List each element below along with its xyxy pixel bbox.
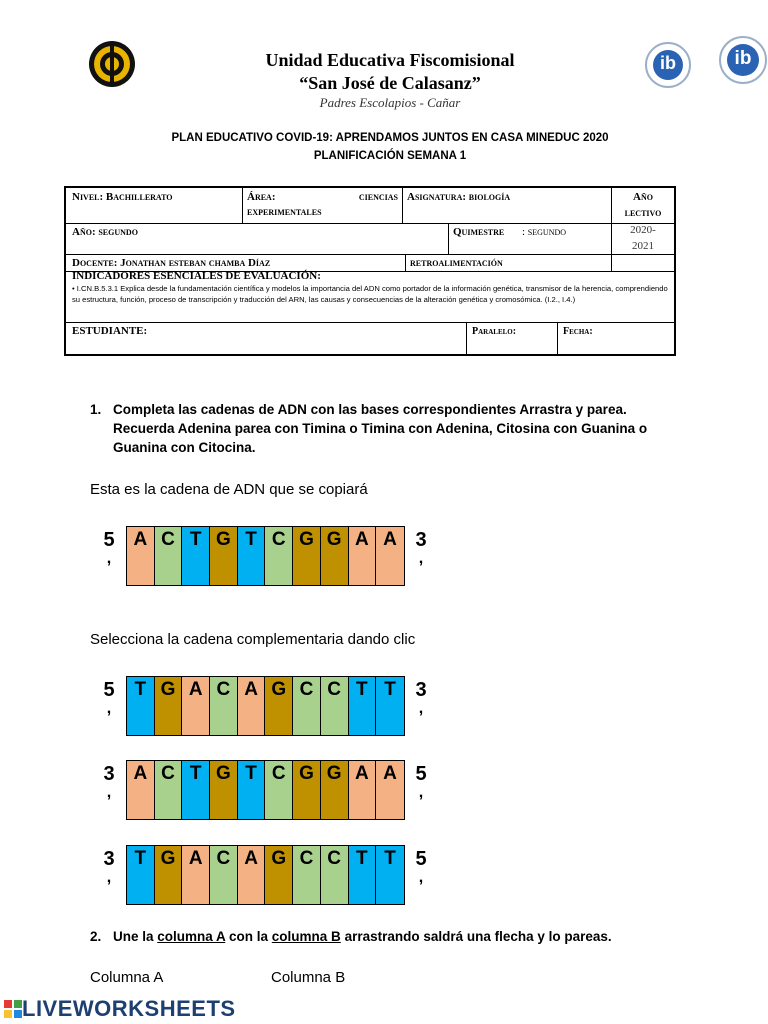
base-cell-a: A xyxy=(376,761,404,819)
anio-lectivo-value-2: 2021 xyxy=(632,240,654,252)
right-end-label: 5 , xyxy=(415,848,427,886)
base-cell-a: A xyxy=(182,846,210,904)
column-a-ref: columna A xyxy=(157,929,226,944)
base-cell-c: C xyxy=(210,677,238,735)
ib-logo-text: ib xyxy=(734,48,752,69)
indicadores-title: INDICADORES ESENCIALES DE EVALUACIÓN: xyxy=(72,270,321,282)
column-b-label: Columna B xyxy=(271,969,346,986)
base-cell-a: A xyxy=(127,761,155,819)
base-cell-g: G xyxy=(210,527,238,585)
base-row xyxy=(126,845,405,905)
left-end-label: 5 , xyxy=(103,529,115,567)
quimestre-label: Quimestre xyxy=(453,226,505,238)
anio-lectivo-value: 2020- xyxy=(630,224,656,236)
base-cell-c: C xyxy=(155,761,183,819)
base-cell-c: C xyxy=(293,846,321,904)
area-value: ciencias xyxy=(358,191,398,203)
base-cell-a: A xyxy=(349,761,377,819)
question-1-text: Completa las cadenas de ADN con las bases correspondientes Arrastra y parea. Recuerda Adenina parea con Timina o Timina con Adenina, Citosina con Guanina o Guanina con Citocina. xyxy=(113,402,648,455)
school-subtitle: “San José de Calasanz” xyxy=(299,73,481,93)
liveworksheets-brand-text: LIVEWORKSHEETS xyxy=(22,996,236,1021)
base-cell-a: A xyxy=(127,527,155,585)
liveworksheets-icon xyxy=(4,1000,22,1018)
base-cell-g: G xyxy=(155,677,183,735)
base-cell-g: G xyxy=(321,761,349,819)
question-2-text: Une la columna A con la columna B arrastrando saldrá una flecha y lo pareas. xyxy=(113,929,612,944)
right-end-label: 3 , xyxy=(415,529,427,567)
base-cell-c: C xyxy=(293,677,321,735)
base-cell-t: T xyxy=(376,677,404,735)
anio-field: Año: segundo xyxy=(72,226,138,238)
info-table xyxy=(64,186,676,356)
base-cell-t: T xyxy=(349,846,377,904)
base-row xyxy=(126,760,405,820)
estudiante-field[interactable]: ESTUDIANTE: xyxy=(72,325,148,337)
anio-lectivo-label-2: lectivo xyxy=(624,207,662,219)
area-label: Área: xyxy=(247,191,276,203)
column-a-label: Columna A xyxy=(90,969,164,986)
dna-option-strand-2[interactable] xyxy=(100,760,440,820)
base-cell-t: T xyxy=(182,761,210,819)
base-cell-c: C xyxy=(321,677,349,735)
template-strand-label: Esta es la cadena de ADN que se copiará xyxy=(90,481,368,498)
left-end-label: 5 , xyxy=(103,679,115,717)
quimestre-value: : segundo xyxy=(522,226,567,238)
week-title: PLANIFICACIÓN SEMANA 1 xyxy=(313,150,467,162)
base-cell-a: A xyxy=(182,677,210,735)
select-strand-label: Selecciona la cadena complementaria dando clic xyxy=(90,631,416,648)
base-cell-g: G xyxy=(321,527,349,585)
base-cell-a: A xyxy=(349,527,377,585)
base-row xyxy=(126,526,405,586)
dna-template-strand xyxy=(100,526,440,586)
question-1-number: 1. xyxy=(90,402,102,417)
left-end-label: 3 , xyxy=(103,848,115,886)
school-name: Unidad Educativa Fiscomisional xyxy=(265,50,515,70)
nivel-label: Nivel: Bachillerato xyxy=(72,191,173,203)
base-cell-t: T xyxy=(238,527,266,585)
retroalimentacion-label: retroalimentación xyxy=(410,257,503,269)
fecha-field[interactable]: Fecha: xyxy=(563,326,593,337)
base-cell-g: G xyxy=(155,846,183,904)
base-cell-t: T xyxy=(349,677,377,735)
base-cell-t: T xyxy=(238,761,266,819)
area-value-2: experimentales xyxy=(247,206,322,218)
base-cell-g: G xyxy=(293,761,321,819)
base-cell-g: G xyxy=(293,527,321,585)
base-cell-g: G xyxy=(265,677,293,735)
base-cell-t: T xyxy=(376,846,404,904)
base-cell-g: G xyxy=(265,846,293,904)
school-motto: Padres Escolapios - Cañar xyxy=(319,95,461,110)
base-cell-t: T xyxy=(127,677,155,735)
question-2-number: 2. xyxy=(90,929,102,944)
plan-title: PLAN EDUCATIVO COVID-19: APRENDAMOS JUNTOS EN CASA MINEDUC 2020 xyxy=(171,132,609,144)
base-cell-c: C xyxy=(265,527,293,585)
liveworksheets-logo xyxy=(4,996,236,1022)
base-cell-c: C xyxy=(265,761,293,819)
paralelo-field[interactable]: Paralelo: xyxy=(472,326,517,337)
column-b-ref: columna B xyxy=(271,929,341,944)
base-cell-c: C xyxy=(155,527,183,585)
anio-lectivo-label: Año xyxy=(633,191,653,203)
dna-option-strand-1[interactable] xyxy=(100,676,440,736)
base-cell-c: C xyxy=(321,846,349,904)
ib-logo-text: ib xyxy=(660,53,676,73)
right-end-label: 3 , xyxy=(415,679,427,717)
base-cell-t: T xyxy=(127,846,155,904)
base-cell-a: A xyxy=(238,677,266,735)
ib-logo-icon xyxy=(645,42,691,88)
base-cell-g: G xyxy=(210,761,238,819)
right-end-label: 5 , xyxy=(415,763,427,801)
school-crest-logo xyxy=(88,40,136,88)
asignatura-label: Asignatura: biología xyxy=(407,191,511,203)
indicadores-text: • I.CN.B.5.3.1 Explica desde la fundamentación científica y modelos la importancia del ADN como portador de la información genética, transmisor de la herencia, comprendiendo su estructura, función, proceso de transcripción y traducción del ARN, las causas y consecuencias de la alteración genética y cromosómica. (I.2., I.4.) xyxy=(72,284,668,304)
base-cell-a: A xyxy=(376,527,404,585)
base-cell-t: T xyxy=(182,527,210,585)
left-end-label: 3 , xyxy=(103,763,115,801)
base-cell-a: A xyxy=(238,846,266,904)
base-cell-c: C xyxy=(210,846,238,904)
docente-field: Docente: Jonathan esteban chamba Díaz xyxy=(72,257,271,269)
ib-logo-icon xyxy=(719,36,767,84)
base-row xyxy=(126,676,405,736)
dna-option-strand-3[interactable] xyxy=(100,845,440,905)
